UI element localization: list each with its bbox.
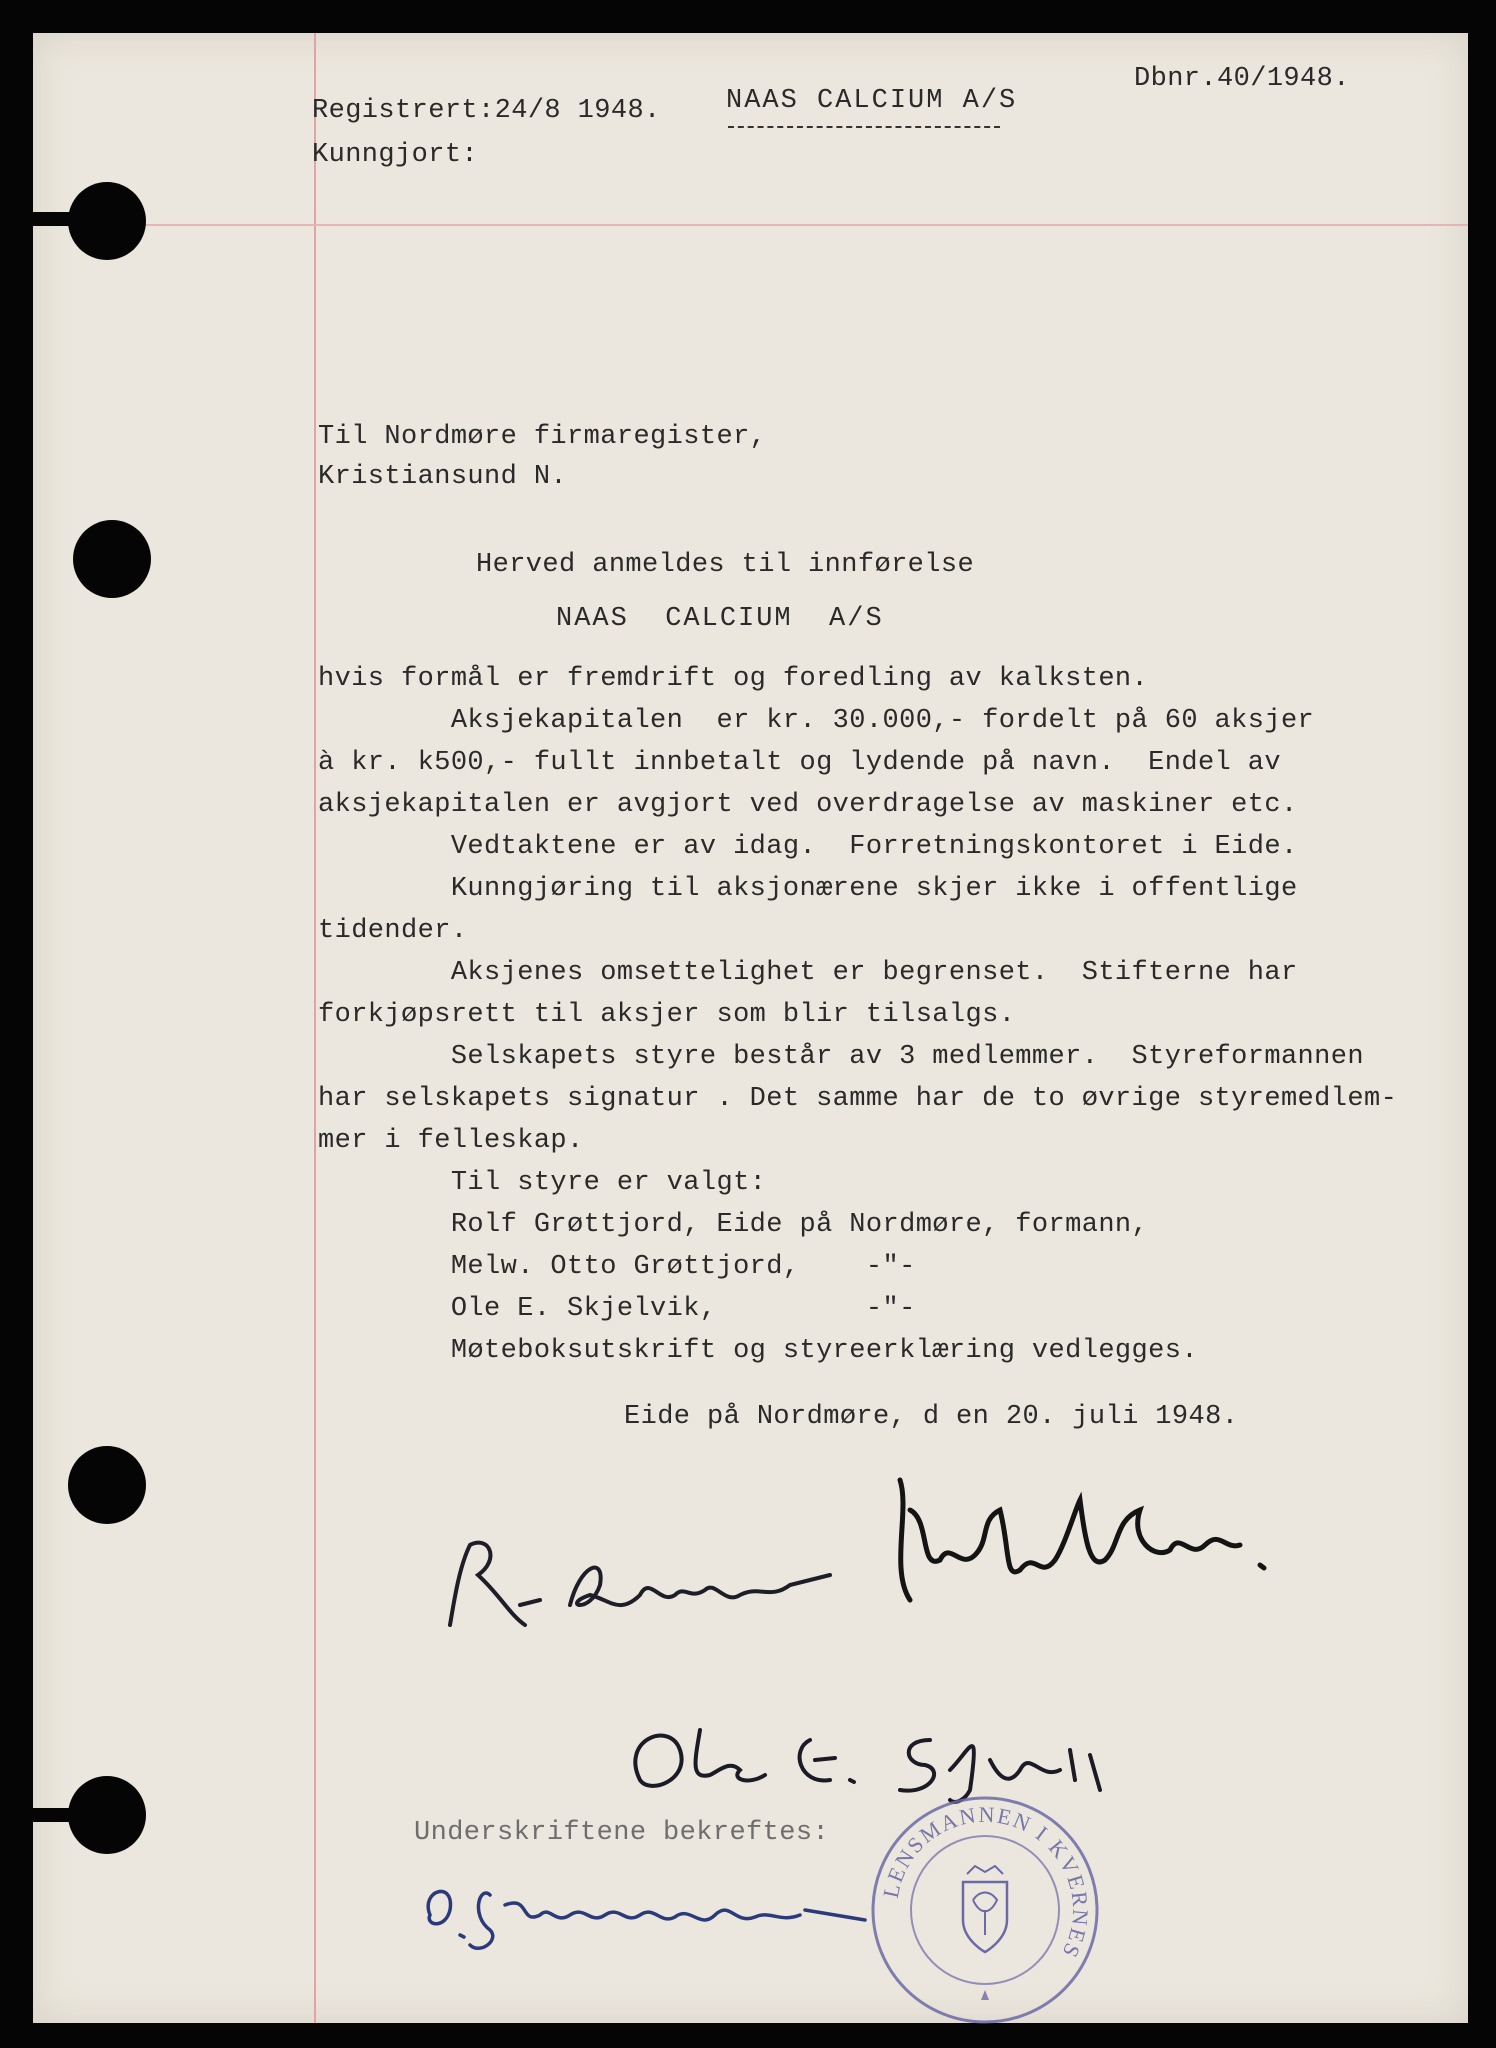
company-underline (728, 126, 1000, 128)
body-line: Selskapets styre består av 3 medlemmer. Styreformannen (318, 1042, 1364, 1072)
address-line-2: Kristiansund N. (318, 462, 568, 492)
place-date: Eide på Nordmøre, d en 20. juli 1948. (624, 1402, 1239, 1432)
body-line: Vedtaktene er av idag. Forretningskontoret i Eide. (318, 832, 1298, 862)
stamp-text: LENSMANNEN I KVERNES (877, 1801, 1094, 1964)
body-line: Møteboksutskrift og styreerklæring vedlegges. (318, 1336, 1198, 1366)
signature-gammelsaeter (410, 1845, 880, 1955)
punch-hole (68, 1776, 146, 1854)
body-line: hvis formål er fremdrift og foredling av kalksten. (318, 664, 1149, 694)
header-rule (33, 224, 1468, 226)
intro-company-name: NAAS CALCIUM A/S (556, 604, 884, 634)
signature-grottjord (430, 1505, 870, 1655)
body-line: Melw. Otto Grøttjord, -"- (318, 1252, 916, 1282)
punch-hole-tab (33, 212, 69, 226)
body-line: forkjøpsrett til aksjer som blir tilsalgs. (318, 1000, 1016, 1030)
official-stamp (865, 1790, 1105, 2030)
body-line: à kr. k500,- fullt innbetalt og lydende på navn. Endel av (318, 748, 1281, 778)
body-line: Til styre er valgt: (318, 1168, 767, 1198)
punch-hole-tab (33, 1808, 69, 1822)
body-line: Aksjekapitalen er kr. 30.000,- fordelt på 60 aksjer (318, 706, 1315, 736)
confirmation-label: Underskriftene bekreftes: (414, 1818, 830, 1848)
body-line: Aksjenes omsettelighet er begrenset. Stifterne har (318, 958, 1298, 988)
body-line: Rolf Grøttjord, Eide på Nordmøre, formann, (318, 1210, 1149, 1240)
body-line: tidender. (318, 916, 468, 946)
body-line: har selskapets signatur . Det samme har de to øvrige styremedlem- (318, 1084, 1398, 1114)
body-line: mer i felleskap. (318, 1126, 584, 1156)
intro-line: Herved anmeldes til innførelse (476, 550, 975, 580)
document-number: Dbnr.40/1948. (1134, 64, 1350, 94)
body-line: Kunngjøring til aksjonærene skjer ikke i offentlige (318, 874, 1298, 904)
body-line: Ole E. Skjelvik, -"- (318, 1294, 916, 1324)
margin-rule (314, 33, 316, 2023)
header-company-name: NAAS CALCIUM A/S (726, 86, 1018, 116)
signature-melw-grottjord (880, 1450, 1300, 1650)
announced-label: Kunngjort: (312, 140, 479, 170)
body-line: aksjekapitalen er avgjort ved overdragelse av maskiner etc. (318, 790, 1298, 820)
address-line-1: Til Nordmøre firmaregister, (318, 422, 767, 452)
registered-date: Registrert:24/8 1948. (312, 96, 661, 126)
punch-hole (73, 520, 151, 598)
punch-hole (68, 1446, 146, 1524)
punch-hole (68, 182, 146, 260)
